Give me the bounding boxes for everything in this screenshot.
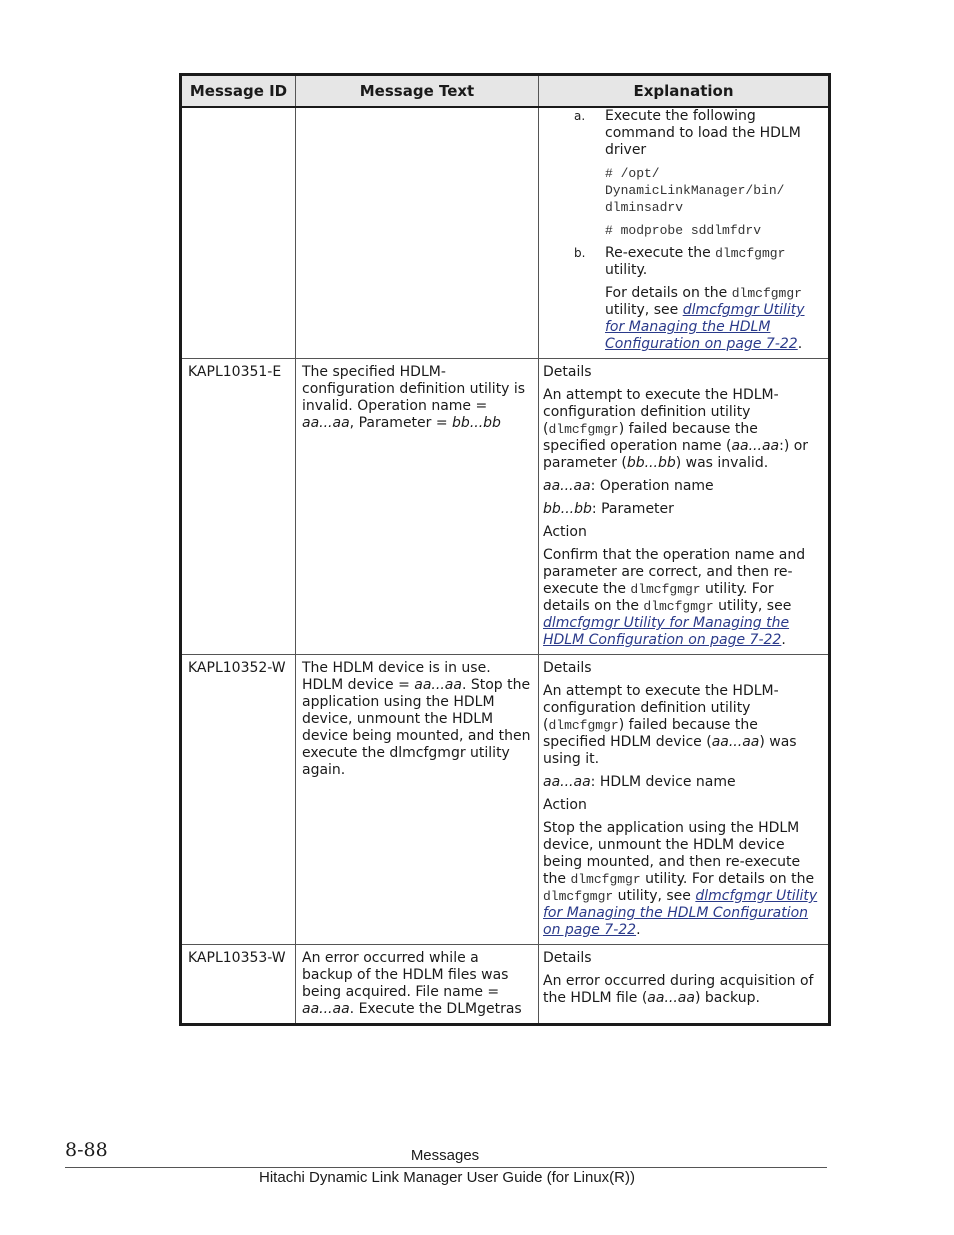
cell-message-id [181, 107, 296, 359]
cell-explanation [539, 359, 830, 655]
cell-message-text [296, 107, 539, 359]
step-b-marker: b. [574, 246, 586, 260]
table-row [181, 655, 830, 945]
table-row-continued [181, 107, 830, 359]
step-b-text: Re-execute the dlmcfgmgr utility. [605, 245, 786, 278]
header-explanation: Explanation [539, 75, 830, 108]
cell-message-id: KAPL10352-W [181, 655, 296, 945]
command-line: dlminsadrv [605, 200, 684, 215]
header-message-id: Message ID [181, 75, 296, 108]
cell-explanation [539, 655, 830, 945]
action-text: Confirm that the operation name and parameter are correct, and then re-execute the dlmcfgmgr utility. For details on the dlmcfgmgr utility, see dlmcfgmgr Utility for Managing the HDLM Configuration on page 7-22. [543, 547, 806, 648]
action-text: Stop the application using the HDLM device, unmount the HDLM device being mounted, and then re-execute the dlmcfgmgr utility. For details on the dlmcfgmgr utility, see dlmcfgmgr Utility for Managing the HDLM Configuration on page 7-22. [543, 820, 818, 938]
command-modprobe: # modprobe sddlmfdrv [605, 223, 762, 238]
details-text: An error occurred during acquisition of the HDLM file (aa...aa) backup. [543, 973, 814, 1006]
action-label: Action [543, 797, 587, 813]
variable-desc: aa...aa: Operation name [543, 478, 714, 494]
action-label: Action [543, 524, 587, 540]
details-text: An attempt to execute the HDLM-configuration definition utility (dlmcfgmgr) failed because the specified HDLM device (aa...aa) was using it. [543, 683, 797, 767]
step-a-text: Execute the following command to load the HDLM driver [605, 108, 801, 158]
cell-message-text: The HDLM device is in use. HDLM device = aa...aa. Stop the application using the HDLM device, unmount the HDLM device being mounted, and then execute the dlmcfgmgr utility again. [296, 655, 539, 945]
cell-message-id: KAPL10353-W [181, 945, 296, 1025]
step-b-details: For details on the dlmcfgmgr utility, see dlmcfgmgr Utility for Managing the HDLM Configuration on page 7-22. [605, 285, 805, 352]
cell-message-text: An error occurred while a backup of the HDLM files was being acquired. File name = aa...aa. Execute the DLMgetras [296, 945, 539, 1025]
cell-message-id: KAPL10351-E [181, 359, 296, 655]
details-label: Details [543, 950, 592, 966]
page-number: 8-88 [65, 1139, 108, 1161]
table-row [181, 359, 830, 655]
cell-message-text: The specified HDLM-configuration definition utility is invalid. Operation name = aa...aa, Parameter = bb...bb [296, 359, 539, 655]
header-message-text: Message Text [296, 75, 539, 108]
footer-document-title: Hitachi Dynamic Link Manager User Guide (for Linux(R)) [259, 1169, 635, 1186]
details-label: Details [543, 660, 592, 676]
step-a [574, 108, 822, 239]
details-label: Details [543, 364, 592, 380]
variable-desc: bb...bb: Parameter [543, 501, 674, 517]
step-a-marker: a. [574, 109, 586, 123]
command-line: # /opt/ [605, 166, 660, 181]
footer-section-name: Messages [410, 1147, 480, 1164]
step-b [574, 245, 822, 353]
xref-link[interactable]: dlmcfgmgr Utility for Managing the HDLM Configuration on page 7-22 [543, 888, 818, 938]
messages-table [179, 73, 831, 1026]
xref-link[interactable]: dlmcfgmgr Utility for Managing the HDLM Configuration on page 7-22 [605, 302, 805, 352]
details-text: An attempt to execute the HDLM-configuration definition utility (dlmcfgmgr) failed because the specified operation name (aa...aa:) or parameter (bb...bb) was invalid. [543, 387, 809, 471]
table-header-row [181, 75, 830, 108]
command-line: DynamicLinkManager/bin/ [605, 183, 785, 198]
table-row [181, 945, 830, 1025]
command-load-driver [605, 165, 822, 216]
variable-desc: aa...aa: HDLM device name [543, 774, 736, 790]
cell-explanation [539, 945, 830, 1025]
footer-divider [65, 1167, 827, 1168]
xref-link[interactable]: dlmcfgmgr Utility for Managing the HDLM Configuration on page 7-22 [543, 615, 790, 648]
cell-explanation [539, 107, 830, 359]
